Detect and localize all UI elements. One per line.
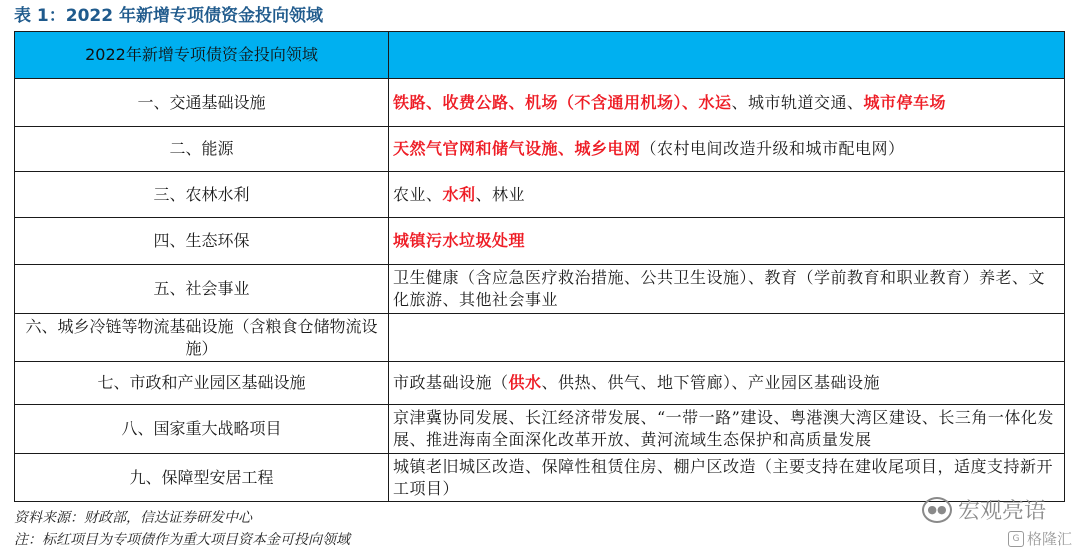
wechat-watermark xyxy=(922,494,1046,525)
table-row xyxy=(15,314,1065,362)
footnote: 注：标红项目为专项债作为重大项目资本金可投向领域 xyxy=(14,532,350,548)
header-cell-empty xyxy=(389,32,1065,79)
site-logo-icon: G xyxy=(1008,531,1024,547)
table-row xyxy=(15,265,1065,314)
plain-item: 城镇老旧城区改造、保障性租赁住房、棚户区改造（主要支持在建收尾项目，适度支持新开工项目） xyxy=(393,456,1054,498)
category-cell: 四、生态环保 xyxy=(15,218,389,265)
highlighted-item: 城市停车场 xyxy=(863,92,947,112)
highlighted-item: 水利 xyxy=(442,184,476,204)
table-title: 表 1：2022 年新增专项债资金投向领域 xyxy=(14,6,323,26)
highlighted-item: 城镇污水垃圾处理 xyxy=(393,231,526,250)
table-row xyxy=(15,79,1065,127)
detail-cell xyxy=(389,127,1065,172)
detail-cell xyxy=(389,265,1065,314)
table-row xyxy=(15,172,1065,218)
table-row xyxy=(15,127,1065,172)
wechat-icon: ●● xyxy=(922,497,952,523)
source-note: 资料来源：财政部，信达证券研发中心 xyxy=(14,510,252,526)
plain-item: 、林业 xyxy=(475,184,526,204)
category-cell: 五、社会事业 xyxy=(15,265,389,314)
category-cell: 一、交通基础设施 xyxy=(15,79,389,127)
investment-table xyxy=(14,31,1065,502)
plain-item: （农村电间改造升级和城市配电网） xyxy=(640,139,905,158)
detail-cell xyxy=(389,218,1065,265)
site-watermark xyxy=(1008,528,1072,549)
detail-cell xyxy=(389,405,1065,454)
plain-item: 、城市轨道交通、 xyxy=(731,92,864,112)
detail-cell xyxy=(389,362,1065,405)
table-row xyxy=(15,454,1065,502)
category-cell: 二、能源 xyxy=(15,127,389,172)
plain-item: 卫生健康（含应急医疗救治措施、公共卫生设施）、教育（学前教育和职业教育）养老、文化旅游、其他社会事业 xyxy=(393,268,1046,309)
detail-cell xyxy=(389,172,1065,218)
highlighted-item: 铁路、收费公路、机场（不含通用机场）、水运 xyxy=(393,92,732,112)
category-cell: 三、农林水利 xyxy=(15,172,389,218)
detail-cell xyxy=(389,79,1065,127)
table-header-row xyxy=(15,32,1065,79)
category-cell: 七、市政和产业园区基础设施 xyxy=(15,362,389,405)
plain-item: 、供热、供气、地下管廊）、产业园区基础设施 xyxy=(541,373,881,392)
category-cell: 六、城乡冷链等物流基础设施（含粮食仓储物流设施） xyxy=(15,314,389,362)
highlighted-item: 供水 xyxy=(508,373,542,392)
table-row xyxy=(15,218,1065,265)
category-cell: 九、保障型安居工程 xyxy=(15,454,389,502)
plain-item: 市政基础设施（ xyxy=(393,373,509,392)
table-row xyxy=(15,405,1065,454)
table-row xyxy=(15,362,1065,405)
wechat-watermark-label: 宏观亮语 xyxy=(957,499,1046,524)
plain-item: 农业、 xyxy=(393,184,443,204)
detail-cell xyxy=(389,314,1065,362)
category-cell: 八、国家重大战略项目 xyxy=(15,405,389,454)
site-watermark-label: 格隆汇 xyxy=(1026,530,1072,548)
header-cell-category: 2022年新增专项债资金投向领域 xyxy=(15,32,389,79)
plain-item: 京津冀协同发展、长江经济带发展、“一带一路”建设、粤港澳大湾区建设、长三角一体化发展、推进海南全面深化改革开放、黄河流域生态保护和高质量发展 xyxy=(393,408,1054,449)
highlighted-item: 天然气官网和储气设施、城乡电网 xyxy=(393,139,641,158)
